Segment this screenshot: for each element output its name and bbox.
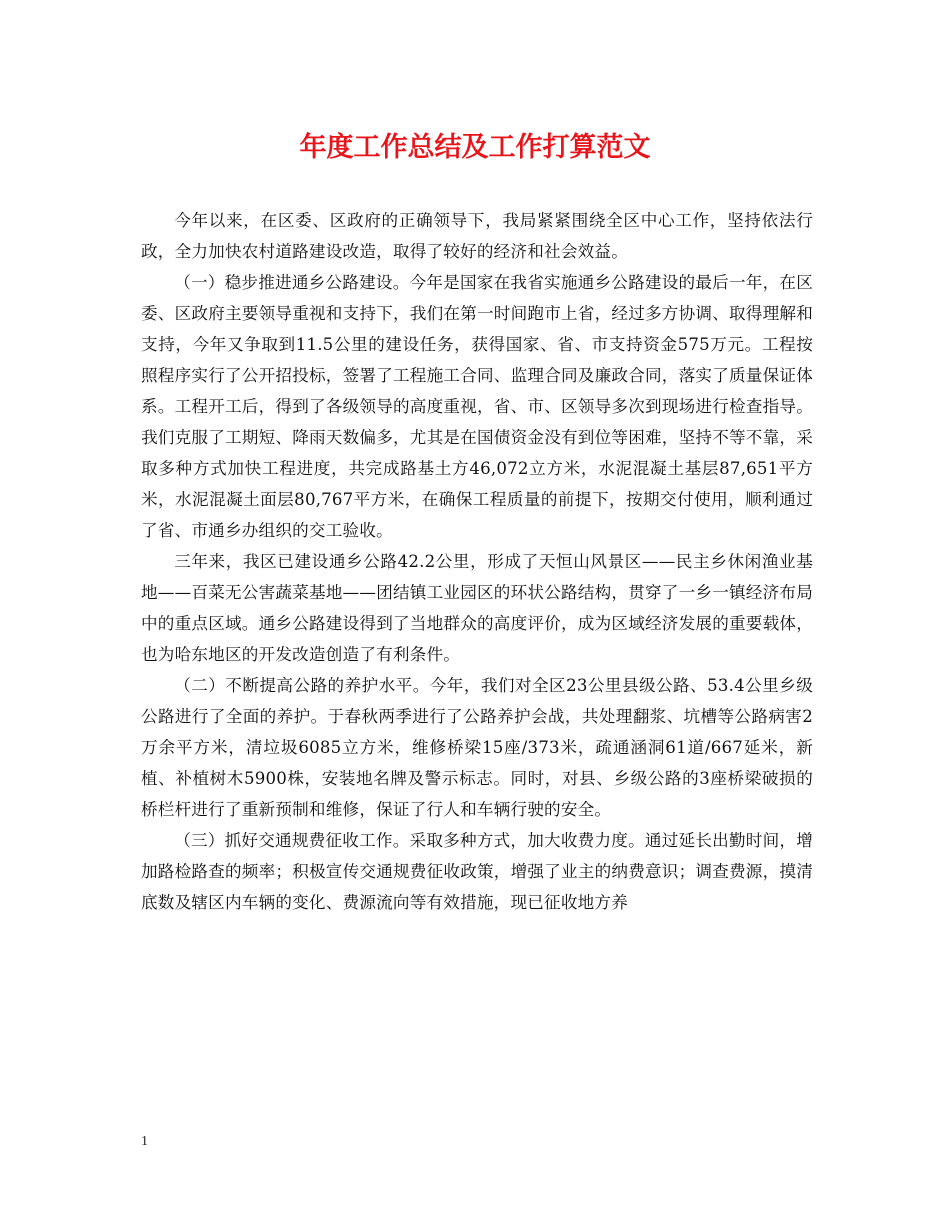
page-number: 1 bbox=[141, 1134, 148, 1149]
paragraph-three-years: 三年来，我区已建设通乡公路42.2公里，形成了天恒山风景区——民主乡休闲渔业基地——百菜无公害蔬菜基地——团结镇工业园区的环状公路结构，贯穿了一乡一镇经济布局中的重点区域。通乡公路建设得到了当地群众的高度评价，成为区域经济发展的重要载体，也为哈东地区的开发改造创造了有利条件。 bbox=[141, 552, 813, 664]
document-title: 年度工作总结及工作打算范文 bbox=[299, 132, 651, 163]
document-body bbox=[141, 205, 813, 918]
paragraph-section-2: （二）不断提高公路的养护水平。今年，我们对全区23公里县级公路、53.4公里乡级公路进行了全面的养护。于春秋两季进行了公路养护会战，共处理翻浆、坑槽等公路病害2万余平方米，清垃圾6085立方米，维修桥梁15座/373米，疏通涵洞61道/667延米，新植、补植树木5900株，安装地名牌及警示标志。同时，对县、乡级公路的3座桥梁破损的桥栏杆进行了重新预制和维修，保证了行人和车辆行驶的安全。 bbox=[141, 676, 813, 819]
paragraph-section-3: （三）抓好交通规费征收工作。采取多种方式，加大收费力度。通过延长出勤时间，增加路检路查的频率；积极宣传交通规费征收政策，增强了业主的纳费意识；调查费源，摸清底数及辖区内车辆的变化、费源流向等有效措施，现已征收地方养 bbox=[141, 831, 813, 912]
paragraph-intro: 今年以来，在区委、区政府的正确领导下，我局紧紧围绕全区中心工作，坚持依法行政，全力加快农村道路建设改造，取得了较好的经济和社会效益。 bbox=[141, 211, 813, 261]
paragraph-section-1: （一）稳步推进通乡公路建设。今年是国家在我省实施通乡公路建设的最后一年，在区委、区政府主要领导重视和支持下，我们在第一时间跑市上省，经过多方协调、取得理解和支持，今年又争取到11.5公里的建设任务，获得国家、省、市支持资金575万元。工程按照程序实行了公开招投标，签署了工程施工合同、监理合同及廉政合同，落实了质量保证体系。工程开工后，得到了各级领导的高度重视，省、市、区领导多次到现场进行检查指导。我们克服了工期短、降雨天数偏多，尤其是在国债资金没有到位等困难，坚持不等不靠，采取多种方式加快工程进度，共完成路基土方46,072立方米，水泥混凝土基层87,651平方米，水泥混凝土面层80,767平方米，在确保工程质量的前提下，按期交付使用，顺利通过了省、市通乡办组织的交工验收。 bbox=[141, 273, 813, 540]
